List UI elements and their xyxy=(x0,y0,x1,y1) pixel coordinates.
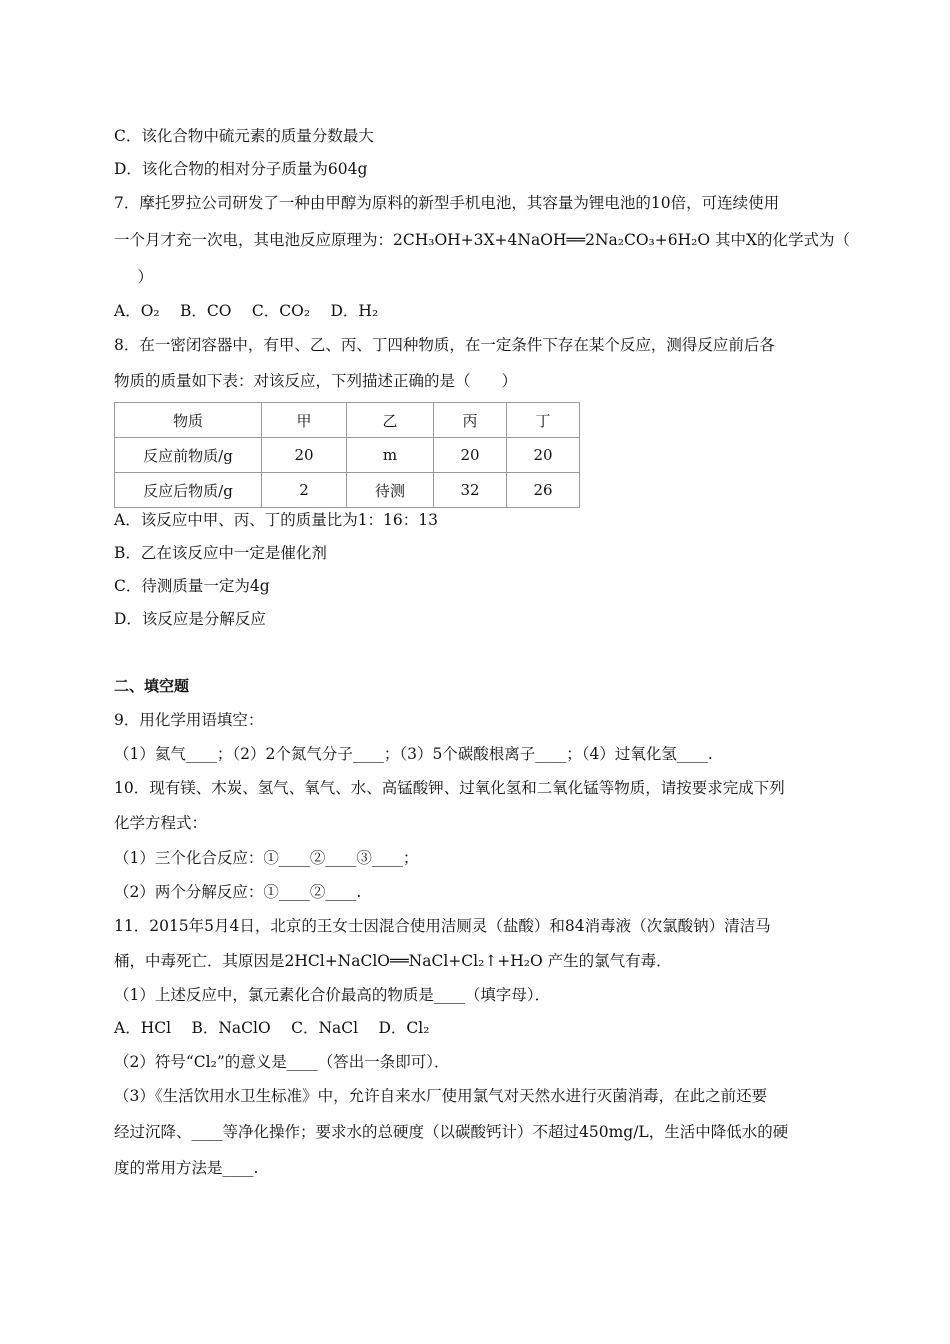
table-cell: 20 xyxy=(434,438,507,473)
table-cell: 20 xyxy=(507,438,580,473)
table-header-cell: 物质 xyxy=(115,403,262,438)
q11-part3-line2: 经过沉降、____等净化操作；要求水的总硬度（以碳酸钙计）不超过450mg/L，生活中降低水的硬 xyxy=(114,1123,789,1141)
q11-part3-line3: 度的常用方法是____. xyxy=(114,1159,259,1177)
q10-stem-line1: 10．现有镁、木炭、氢气、氧气、水、高锰酸钾、过氧化氢和二氧化锰等物质，请按要求完成下列 xyxy=(114,779,785,797)
q11-stem-line1: 11．2015年5月4日，北京的王女士因混合使用洁厕灵（盐酸）和84消毒液（次氯酸钠）清洁马 xyxy=(114,917,771,935)
table-header-cell: 乙 xyxy=(347,403,434,438)
table-cell: 20 xyxy=(262,438,347,473)
q8-stem-line2: 物质的质量如下表：对该反应，下列描述正确的是（ ） xyxy=(114,372,518,390)
table-cell: 反应后物质/g xyxy=(115,473,262,508)
q11-part3-line1: （3）《生活饮用水卫生标准》中，允许自来水厂使用氯气对天然水进行灭菌消毒，在此之前还要 xyxy=(114,1087,768,1105)
table-cell: 26 xyxy=(507,473,580,508)
q8-option-b: B．乙在该反应中一定是催化剂 xyxy=(114,544,327,562)
q10-part1: （1）三个化合反应：①____②____③____； xyxy=(114,849,419,867)
table-header-cell: 丙 xyxy=(434,403,507,438)
q11-part1: （1）上述反应中，氯元素化合价最高的物质是____（填字母）． xyxy=(114,986,551,1004)
table-cell: m xyxy=(347,438,434,473)
q6-option-c: C．该化合物中硫元素的质量分数最大 xyxy=(114,127,374,145)
q10-part2: （2）两个分解反应：①____②____. xyxy=(114,883,362,901)
q6-option-d: D．该化合物的相对分子质量为604g xyxy=(114,160,368,178)
q10-stem-line2: 化学方程式： xyxy=(114,814,208,832)
q8-stem-line1: 8．在一密闭容器中，有甲、乙、丙、丁四种物质，在一定条件下存在某个反应，测得反应前后各 xyxy=(114,336,775,354)
q9-blanks: （1）氦气____；（2）2个氮气分子____；（3）5个碳酸根离子____；（4）过氧化氢____. xyxy=(114,745,713,763)
q11-options: A．HCl B．NaClO C．NaCl D．Cl₂ xyxy=(114,1019,430,1037)
section-heading: 二、填空题 xyxy=(114,677,190,695)
q8-data-table xyxy=(114,402,580,508)
q7-stem-line2: 一个月才充一次电，其电池反应原理为：2CH₃OH+3X+4NaOH══2Na₂CO₃+6H₂O 其中X的化学式为（ xyxy=(114,231,851,249)
table-header-cell: 丁 xyxy=(507,403,580,438)
q7-stem-line3: ） xyxy=(122,268,154,286)
table-cell: 待测 xyxy=(347,473,434,508)
table-header-row xyxy=(115,403,580,438)
table-cell: 反应前物质/g xyxy=(115,438,262,473)
q9-stem: 9．用化学用语填空： xyxy=(114,711,264,729)
q8-option-c: C．待测质量一定为4g xyxy=(114,577,270,595)
table-header-cell: 甲 xyxy=(262,403,347,438)
q11-part2: （2）符号“Cl₂”的意义是____（答出一条即可）． xyxy=(114,1053,450,1071)
table-cell: 32 xyxy=(434,473,507,508)
q8-option-a: A．该反应中甲、丙、丁的质量比为1：16：13 xyxy=(114,511,439,529)
q11-stem-line2: 桶，中毒死亡．其原因是2HCl+NaClO══NaCl+Cl₂↑+H₂O 产生的氯气有毒． xyxy=(114,952,672,970)
table-row xyxy=(115,438,580,473)
q7-stem-line1: 7．摩托罗拉公司研发了一种由甲醇为原料的新型手机电池，其容量为锂电池的10倍，可连续使用 xyxy=(114,194,780,212)
q8-option-d: D．该反应是分解反应 xyxy=(114,610,266,628)
table-row xyxy=(115,473,580,508)
q7-options: A．O₂ B．CO C．CO₂ D．H₂ xyxy=(114,302,379,320)
table-cell: 2 xyxy=(262,473,347,508)
